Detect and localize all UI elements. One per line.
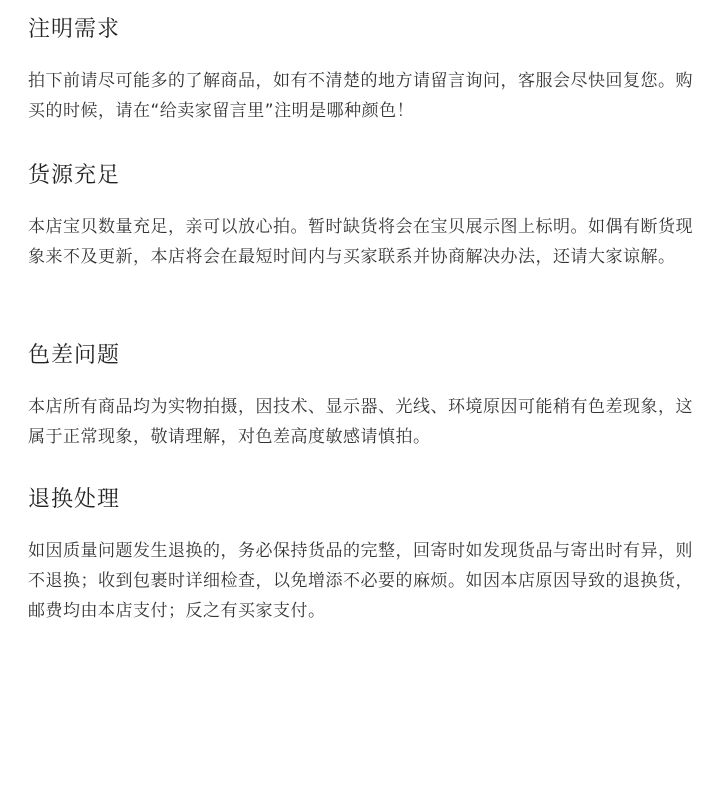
section-body-order-requirements: 拍下前请尽可能多的了解商品，如有不清楚的地方请留言询问，客服会尽快回复您。购买的时候，请在“给卖家留言里”注明是哪种颜色！	[28, 71, 693, 121]
section-order-requirements	[28, 14, 697, 126]
section-title-stock-supply: 货源充足	[28, 163, 121, 188]
section-title-color-difference: 色差问题	[28, 343, 121, 368]
section-returns-exchanges	[28, 484, 697, 626]
section-title-order-requirements: 注明需求	[28, 17, 121, 42]
section-color-difference	[28, 340, 697, 452]
section-title-returns-exchanges: 退换处理	[28, 487, 121, 512]
section-body-returns-exchanges: 如因质量问题发生退换的，务必保持货品的完整，回寄时如发现货品与寄出时有异，则不退换；收到包裹时详细检查，以免增添不必要的麻烦。如因本店原因导致的退换货，邮费均由本店支付；反之有买家支付。	[28, 541, 693, 621]
section-stock-supply	[28, 160, 697, 272]
section-body-stock-supply: 本店宝贝数量充足，亲可以放心拍。暂时缺货将会在宝贝展示图上标明。如偶有断货现象来不及更新，本店将会在最短时间内与买家联系并协商解决办法，还请大家谅解。	[28, 217, 693, 267]
section-body-color-difference: 本店所有商品均为实物拍摄，因技术、显示器、光线、环境原因可能稍有色差现象，这属于正常现象，敬请理解，对色差高度敏感请慎拍。	[28, 397, 693, 447]
